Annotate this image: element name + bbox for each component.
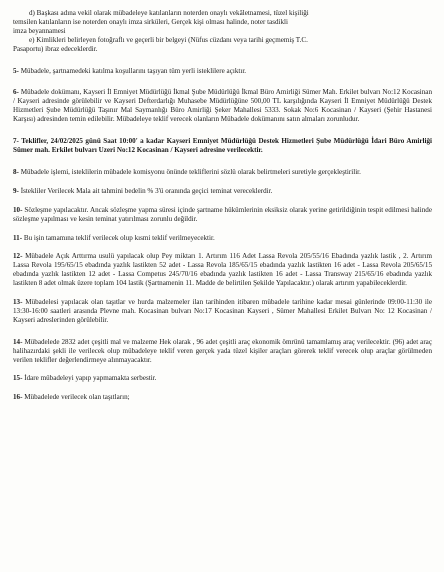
paragraph-10	[13, 206, 432, 224]
paragraph-6-text: Mübadele dokümanı, Kayseri İl Emniyet Müdürlüğü İkmal Şube Müdürlüğü İkmal Büro Amirliği Sümer Mah. Erkilet bulvarı No:12 Kocasinan / Kayseri adresinde görülebilir ve Kayseri Defterdarlığı Muhasebe Müdürlüğüne 500,00 TL karşılığında Kayseri İl Emniyet Müdürlüğü Destek Hizmetleri Şube Müdürlüğü Taşınır Mal Saymanlığı Büro Amirliği Şeker Mahallesi 5333. Sokak No:6 Kocasinan / Kayseri (Şehir Hastanesi Karşısı) adresinden temin edilebilir. Mübadeleye teklif verecek olanların Mübadele dokümanını satın almaları zorunludur.	[13, 88, 432, 124]
paragraph-14-number: 14-	[13, 337, 23, 346]
paragraph-7	[13, 137, 432, 155]
paragraph-5	[13, 67, 432, 76]
paragraph-5-number: 5-	[13, 66, 19, 75]
line-d: d) Başkası adına vekil olarak mübadeleye katılanların noterden onaylı vekâletnamesi, tüzel kişiliği	[29, 9, 309, 17]
paragraph-8-text: Mübadele işlemi, isteklilerin mübadele komisyonu önünde tekliflerini sözlü olarak belirtmeleri suretiyle gerçekleştirilir.	[20, 167, 361, 176]
paragraph-13	[13, 298, 432, 325]
paragraph-5-text: Mübadele, şartnamedeki katılma koşullarını taşıyan tüm yerli isteklilere açıktır.	[20, 66, 247, 75]
paragraph-16-text: Mübadelede verilecek olan taşıtların;	[24, 393, 130, 402]
paragraph-12-number: 12-	[13, 252, 23, 261]
line-e: e) Kimlikleri belirleyen fotoğraflı ve geçerli bir belgeyi (Nüfus cüzdanı veya tarihi geçmemiş T.C.	[29, 35, 308, 44]
paragraph-15-number: 15-	[13, 374, 23, 383]
paragraph-16-number: 16-	[13, 393, 23, 402]
paragraph-15-text: İdare mübadeleyi yapıp yapmamakta serbestir.	[24, 374, 157, 383]
paragraph-14-text: Mübadelede 2832 adet çeşitli mal ve malzeme Hek olarak , 96 adet çeşitli araç ekonomik ömrünü tamamlamış araç verilecektir. (96) adet araç halihazırdaki şekli ile verilecek olup mübadeleye teklif veren gerçek yada tüzel kişiler araçları görerek teklif verecek olup araçlar görülmeden verilen teklifler değerlendirmeye alınmayacaktır.	[13, 337, 432, 364]
paragraph-11-text: Bu işin tamamına teklif verilecek olup kısmi teklif verilmeyecektir.	[23, 233, 215, 242]
paragraph-11-number: 11-	[13, 233, 23, 242]
paragraph-6	[13, 88, 432, 124]
line-d-cont1: temsilen katılanların ise noterden onaylı imza sirküleri, Gerçek kişi olması halinde, noter tasdikli	[13, 17, 289, 26]
line-d-cont2: imza beyannamesi	[13, 26, 66, 35]
paragraph-7-number: 7-	[13, 137, 19, 146]
paragraph-15	[13, 374, 432, 383]
paragraph-12-text: Mübadele Açık Arttırma usulü yapılacak olup Pey miktarı 1. Artırım 116 Adet Lassa Revola 205/55/16 Ebadında yazlık lastik , 2. Artırım Lassa Revola 195/65/15 ebadında yazlık lastikten 52 adet - Lassa Revola 185/65/15 ebadında yazlık lastikten 16 adet - Lassa Revola 205/65/15 ebadında yazlık lastikten 12 adet - Lassa Competus 245/70/16 ebadında yazlık lastikten 16 adet - Lassa Transway 215/65/16 ebadında yazlık lastikten 8 adet olmak üzere toplam 104 lastik (Şartnamenin 11. Madde de belirtilen Şekilde Yapılacaktır.) olarak artırım yapabileceklerdir.	[13, 252, 432, 288]
paragraph-6-number: 6-	[13, 88, 19, 97]
paragraph-9	[13, 187, 432, 196]
paragraph-10-number: 10-	[13, 205, 23, 214]
paragraph-13-number: 13-	[13, 298, 23, 307]
paragraph-7-text: Teklifler, 24/02/2025 günü Saat 10:00' a kadar Kayseri Emniyet Müdürlüğü Destek Hizmetleri Şube Müdürlüğü İdari Büro Amirliği Sümer mah. Erkilet bulvarı Uzeri No:12 Kocasinan / Kayseri adresine verilecektir.	[13, 137, 432, 154]
paragraph-9-text: İstekliler Verilecek Mala ait tahmini bedelin % 3'ü oranında geçici teminat vereceklerdir.	[20, 186, 273, 195]
paragraph-16	[13, 393, 432, 402]
paragraph-13-text: Mübadelesi yapılacak olan taşıtlar ve hurda malzemeler ilan tarihinden itibaren mübadele tarihine kadar mesai günlerinde 09:00-11:30 ile 13:30-16:00 saatleri arasında Plevne mah. Kocasinan bulvarı No:17 Kocasinan Kayseri , Sümer Mahallesi Erkilet Bulvarı No: 12 Kocasinan / Kayseri adreslerinden görülebilir.	[13, 298, 432, 324]
paragraph-10-text: Sözleşme yapılacaktır. Ancak sözleşme yapma süresi içinde şartname hükümlerinin eksiksiz olarak yerine getirildiğinin tespit edilmesi halinde sözleşme yapılması ve kesin teminat yatırılması zorunlu değildir.	[13, 205, 432, 223]
paragraph-11	[13, 234, 432, 243]
line-e-cont: Pasaportu) ibraz edeceklerdir.	[13, 44, 98, 53]
paragraph-9-number: 9-	[13, 186, 19, 195]
paragraph-14	[13, 338, 432, 365]
paragraph-requirements-continued	[13, 9, 432, 54]
paragraph-12	[13, 252, 432, 288]
paragraph-8-number: 8-	[13, 167, 19, 176]
paragraph-8	[13, 168, 432, 177]
